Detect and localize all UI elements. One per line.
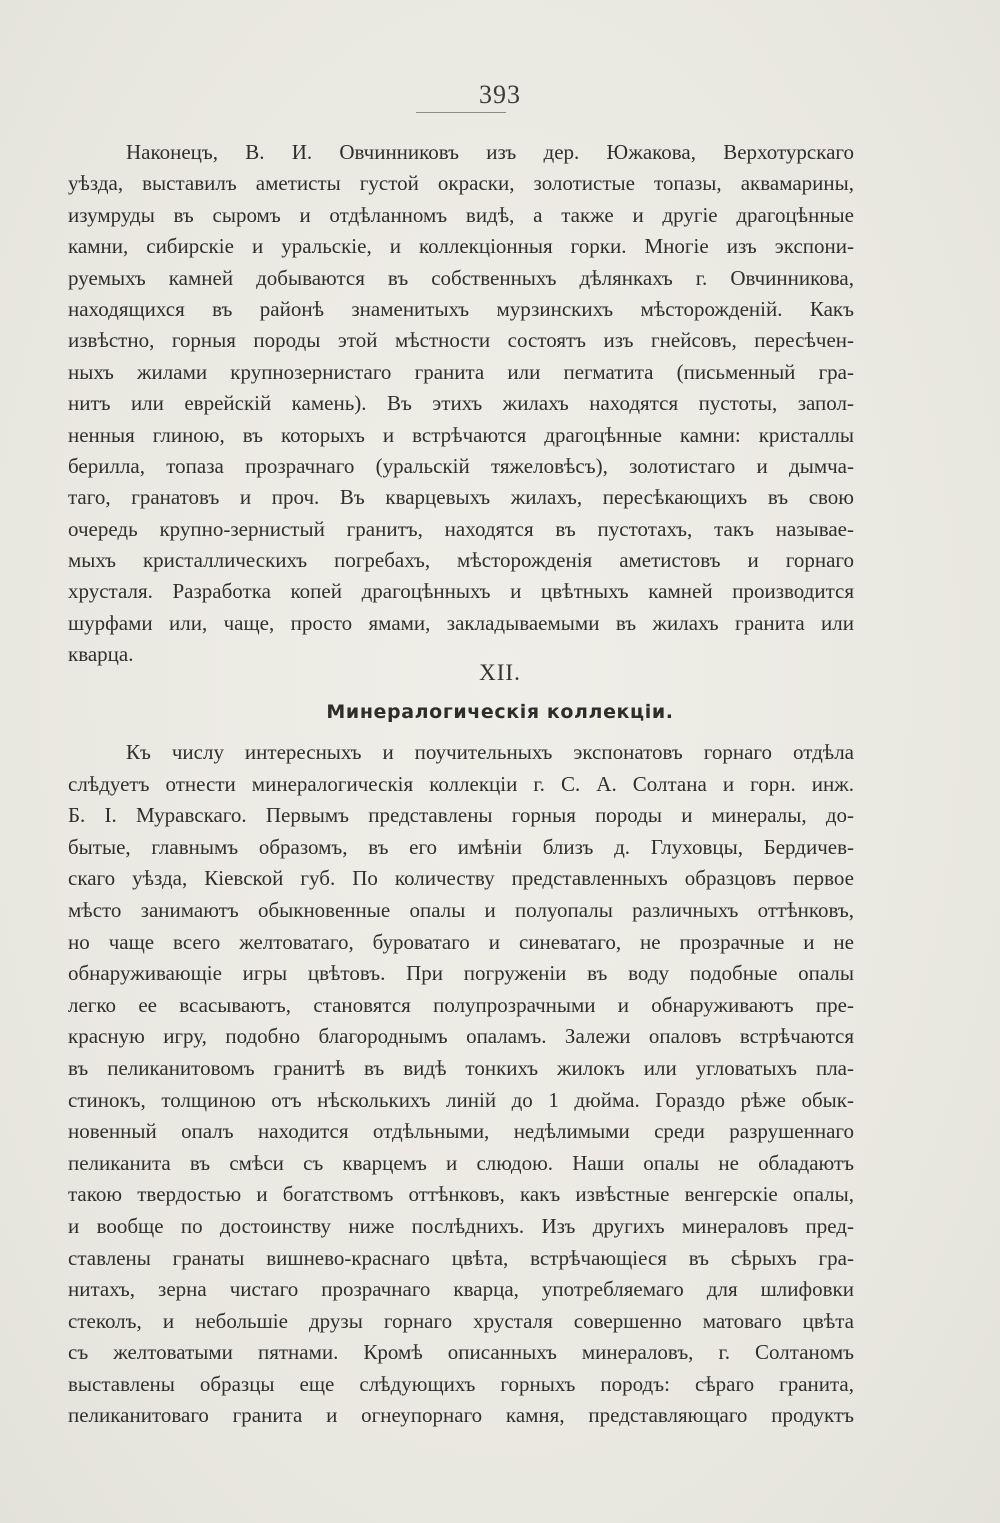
text-line: руемыхъ камней добываются въ собственныхъ дѣлянкахъ г. Овчинникова, [68, 265, 854, 290]
text-line: пеликанитоваго гранита и огнеупорнаго камня, представляющаго продуктъ [68, 1403, 854, 1428]
section-numeral: XII. [479, 660, 521, 685]
text-line: извѣстно, горныя породы этой мѣстности состоятъ изъ гнейсовъ, пересѣчен- [68, 328, 854, 353]
text-line: Къ числу интересныхъ и поучительныхъ экспонатовъ горнаго отдѣла [126, 740, 854, 764]
text-line: такою твердостью и богатствомъ оттѣнковъ, какъ извѣстные венгерскіе опалы, [68, 1182, 854, 1207]
text-line: Наконецъ, В. И. Овчинниковъ изъ дер. Южакова, Верхотурскаго [126, 140, 854, 164]
text-line: и вообще по достоинству ниже послѣднихъ. Изъ другихъ минераловъ пред- [68, 1213, 854, 1238]
paragraph-mineral-collections [68, 737, 854, 1432]
text-line: слѣдуетъ отнести минералогическія коллекціи г. С. А. Солтана и горн. инж. [68, 771, 854, 796]
text-line: очередь крупно-зернистый гранитъ, находятся въ пустотахъ, такъ называе- [68, 516, 854, 541]
text-line: Б. І. Муравскаго. Первымъ представлены горныя породы и минералы, до- [68, 803, 854, 828]
text-line: выставлены образцы еще слѣдующихъ горныхъ породъ: сѣраго гранита, [68, 1371, 854, 1396]
text-line: нитахъ, зерна чистаго прозрачнаго кварца, употребляемаго для шлифовки [68, 1277, 854, 1302]
text-line: берилла, топаза прозрачнаго (уральскій тяжеловѣсъ), золотистаго и дымча- [68, 453, 854, 478]
paragraph-ovchinnikov [68, 137, 854, 671]
page-number-rule [416, 112, 506, 113]
text-line: изумруды въ сыромъ и отдѣланномъ видѣ, а также и другіе драгоцѣнные [68, 202, 854, 227]
text-line: въ пеликанитовомъ гранитѣ въ видѣ тонкихъ жилокъ или угловатыхъ пла- [68, 1055, 854, 1080]
text-line: ныхъ жилами крупнозернистаго гранита или пегматита (письменный гра- [68, 359, 854, 384]
text-line: камни, сибирскіе и уральскіе, и коллекціонныя горки. Многіе изъ экспони- [68, 234, 854, 259]
text-line: съ желтоватыми пятнами. Кромѣ описанныхъ минераловъ, г. Солтаномъ [68, 1340, 854, 1365]
text-line: уѣзда, выставилъ аметисты густой окраски, золотистые топазы, аквамарины, [68, 171, 854, 196]
text-line: обнаруживающіе игры цвѣтовъ. При погруженіи въ воду подобные опалы [68, 961, 854, 986]
text-line: новенный опалъ находится отдѣльными, недѣлимыми среди разрушеннаго [68, 1119, 854, 1144]
section-title: Минералогическія коллекціи. [326, 701, 674, 723]
text-line: находящихся въ районѣ знаменитыхъ мурзинскихъ мѣсторожденій. Какъ [68, 296, 854, 321]
page-number: 393 [479, 80, 521, 109]
text-line: стеколъ, и небольшіе друзы горнаго хрусталя совершенно матоваго цвѣта [68, 1308, 854, 1333]
text-line: таго, гранатовъ и проч. Въ кварцевыхъ жилахъ, пересѣкающихъ въ свою [68, 485, 854, 510]
text-line: ненныя глиною, въ которыхъ и встрѣчаются драгоцѣнные камни: кристаллы [68, 422, 854, 447]
text-line: но чаще всего желтоватаго, буроватаго и синеватаго, не прозрачные и не [68, 929, 854, 954]
text-line: пеликанита въ смѣси съ кварцемъ и слюдою. Наши опалы не обладаютъ [68, 1150, 854, 1175]
text-line: мѣсто занимаютъ обыкновенные опалы и полуопалы различныхъ оттѣнковъ, [68, 897, 854, 922]
text-line: мыхъ кристаллическихъ погребахъ, мѣсторожденія аметистовъ и горнаго [68, 548, 854, 573]
text-line: хрусталя. Разработка копей драгоцѣнныхъ и цвѣтныхъ камней производится [68, 579, 854, 604]
text-line: нитъ или еврейскій камень). Въ этихъ жилахъ находятся пустоты, запол- [68, 391, 854, 416]
text-line: бытые, главнымъ образомъ, въ его имѣніи близъ д. Глуховцы, Бердичев- [68, 834, 854, 859]
text-line: шурфами или, чаще, просто ямами, закладываемыми въ жилахъ гранита или [68, 610, 854, 635]
text-line: стинокъ, толщиною отъ нѣсколькихъ линій до 1 дюйма. Гораздо рѣже обык- [68, 1087, 854, 1112]
text-line: легко ее всасываютъ, становятся полупрозрачными и обнаруживаютъ пре- [68, 992, 854, 1017]
text-line: кварца. [68, 642, 134, 667]
text-line: красную игру, подобно благороднымъ опаламъ. Залежи опаловъ встрѣчаются [68, 1024, 854, 1049]
text-line: скаго уѣзда, Кіевской губ. По количеству представленныхъ образцовъ первое [68, 866, 854, 891]
text-line: ставлены гранаты вишнево-краснаго цвѣта, встрѣчающіеся въ сѣрыхъ гра- [68, 1245, 854, 1270]
